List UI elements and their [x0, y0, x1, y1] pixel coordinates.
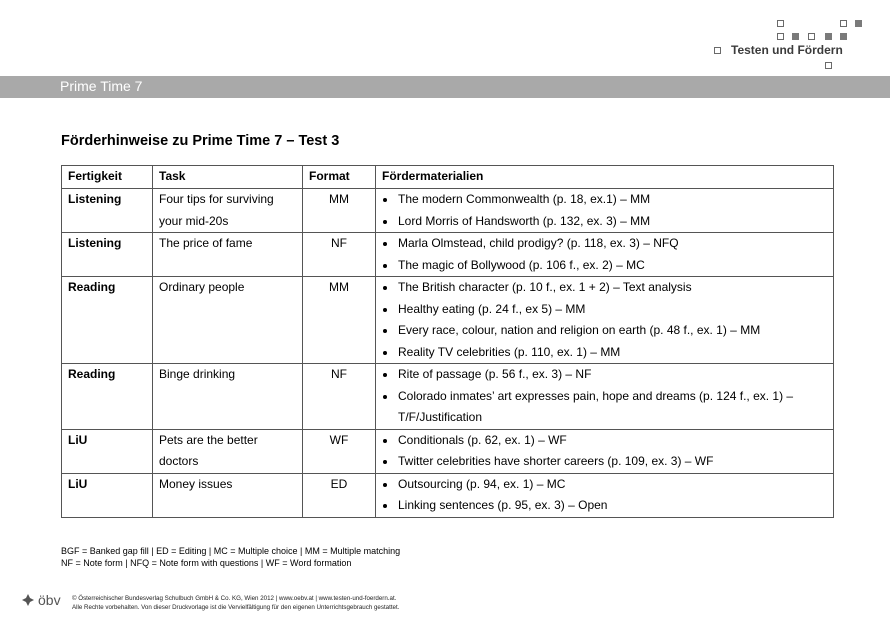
copyright-line: © Österreichischer Bundesverlag Schulbuch GmbH & Co. KG, Wien 2012 | www.oebv.at | www.testen-und-foerdern.at. [72, 595, 397, 602]
material-item: Healthy eating (p. 24 f., ex 5) – MM [380, 299, 827, 321]
material-item: Lord Morris of Handsworth (p. 132, ex. 3) – MM [380, 211, 827, 233]
logo-square-icon [825, 33, 832, 40]
legend-line: BGF = Banked gap fill | ED = Editing | MC = Multiple choice | MM = Multiple matching [61, 546, 401, 556]
material-item: Marla Olmstead, child prodigy? (p. 118, ex. 3) – NFQ [380, 233, 827, 255]
publisher-logo-text: öbv [38, 592, 61, 608]
logo-square-icon [840, 33, 847, 40]
brand-logo-text: Testen und Fördern [731, 43, 843, 57]
page-title: Förderhinweise zu Prime Time 7 – Test 3 [61, 133, 340, 149]
header-band [0, 76, 890, 98]
materials-cell [376, 233, 834, 277]
format-cell: MM [303, 277, 376, 364]
table-row [62, 429, 834, 473]
legend-line: NF = Note form | NFQ = Note form with questions | WF = Word formation [61, 558, 352, 568]
table-row [62, 473, 834, 517]
logo-square-icon [808, 33, 815, 40]
material-item: Colorado inmates’ art expresses pain, hope and dreams (p. 124 f., ex. 1) – T/F/Justification [380, 386, 827, 429]
column-header-skill: Fertigkeit [62, 166, 153, 189]
support-table [61, 165, 834, 518]
skill-cell: LiU [62, 429, 153, 473]
skill-cell: Reading [62, 364, 153, 430]
materials-cell [376, 277, 834, 364]
logo-square-icon [792, 33, 799, 40]
task-cell: The price of fame [153, 233, 303, 277]
material-item: Linking sentences (p. 95, ex. 3) – Open [380, 495, 827, 517]
material-item: Every race, colour, nation and religion on earth (p. 48 f., ex. 1) – MM [380, 320, 827, 342]
task-cell: Money issues [153, 473, 303, 517]
skill-cell: Reading [62, 277, 153, 364]
format-cell: NF [303, 233, 376, 277]
task-cell: Binge drinking [153, 364, 303, 430]
band-title: Prime Time 7 [60, 78, 143, 94]
column-header-format: Format [303, 166, 376, 189]
abbreviation-legend [61, 545, 400, 569]
logo-square-icon [825, 62, 832, 69]
format-cell: WF [303, 429, 376, 473]
task-cell: Ordinary people [153, 277, 303, 364]
materials-cell [376, 364, 834, 430]
skill-cell: Listening [62, 189, 153, 233]
material-item: Conditionals (p. 62, ex. 1) – WF [380, 430, 827, 452]
format-cell: NF [303, 364, 376, 430]
materials-cell [376, 473, 834, 517]
table-row [62, 189, 834, 233]
logo-square-icon [777, 20, 784, 27]
format-cell: ED [303, 473, 376, 517]
material-item: The magic of Bollywood (p. 106 f., ex. 2) – MC [380, 255, 827, 277]
format-cell: MM [303, 189, 376, 233]
materials-cell [376, 189, 834, 233]
material-item: Rite of passage (p. 56 f., ex. 3) – NF [380, 364, 827, 386]
logo-square-icon [777, 33, 784, 40]
logo-square-icon [855, 20, 862, 27]
table-row [62, 277, 834, 364]
table-row [62, 233, 834, 277]
material-item: The modern Commonwealth (p. 18, ex.1) – MM [380, 189, 827, 211]
logo-square-icon [840, 20, 847, 27]
column-header-task: Task [153, 166, 303, 189]
material-item: Twitter celebrities have shorter careers (p. 109, ex. 3) – WF [380, 451, 827, 473]
skill-cell: Listening [62, 233, 153, 277]
materials-cell [376, 429, 834, 473]
task-cell: Four tips for surviving your mid-20s [153, 189, 303, 233]
column-header-materials: Fördermaterialien [376, 166, 834, 189]
publisher-logo-icon [21, 593, 35, 607]
task-cell: Pets are the better doctors [153, 429, 303, 473]
copyright-footer [72, 594, 399, 612]
material-item: Reality TV celebrities (p. 110, ex. 1) – MM [380, 342, 827, 364]
table-row [62, 364, 834, 430]
logo-square-icon [714, 47, 721, 54]
copyright-line: Alle Rechte vorbehalten. Von dieser Druckvorlage ist die Vervielfältigung für den eigenen Unterrichtsgebrauch gestattet. [72, 604, 400, 611]
material-item: Outsourcing (p. 94, ex. 1) – MC [380, 474, 827, 496]
skill-cell: LiU [62, 473, 153, 517]
material-item: The British character (p. 10 f., ex. 1 + 2) – Text analysis [380, 277, 827, 299]
table-header-row [62, 166, 834, 189]
